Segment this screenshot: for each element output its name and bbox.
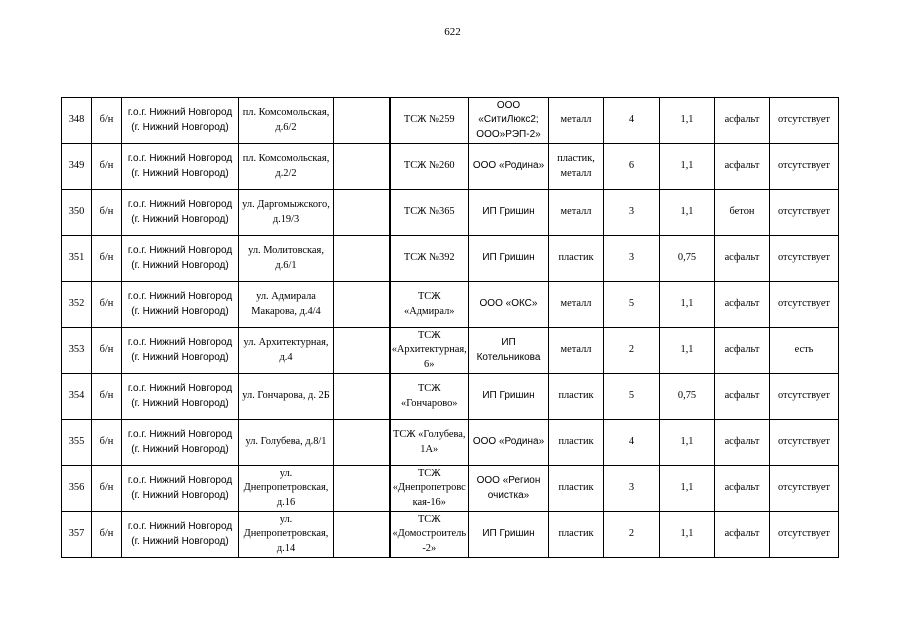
cell-address: пл. Комсомольская, д.6/2 [239,98,334,144]
cell-address: ул. Адмирала Макарова, д.4/4 [239,282,334,328]
cell-holder: ТСЖ №260 [390,144,469,190]
cell-surface: асфальт [715,282,770,328]
cell-count: 3 [604,466,660,512]
cell-blank [334,190,390,236]
cell-number: 355 [62,420,92,466]
table-row [62,328,839,374]
table-row [62,512,839,558]
cell-bn: б/н [92,374,122,420]
cell-fence: отсутствует [770,144,839,190]
cell-volume: 1,1 [660,282,715,328]
cell-fence: есть [770,328,839,374]
cell-count: 2 [604,512,660,558]
cell-bn: б/н [92,512,122,558]
table-row [62,466,839,512]
cell-address: пл. Комсомольская, д.2/2 [239,144,334,190]
cell-material: металл [549,98,604,144]
cell-city: г.о.г. Нижний Новгород (г. Нижний Новгород) [122,236,239,282]
cell-city: г.о.г. Нижний Новгород (г. Нижний Новгород) [122,374,239,420]
cell-city: г.о.г. Нижний Новгород (г. Нижний Новгород) [122,328,239,374]
cell-surface: асфальт [715,144,770,190]
cell-city: г.о.г. Нижний Новгород (г. Нижний Новгород) [122,420,239,466]
cell-address: ул. Архитектурная, д.4 [239,328,334,374]
cell-fence: отсутствует [770,236,839,282]
cell-blank [334,466,390,512]
cell-material: пластик, металл [549,144,604,190]
cell-city: г.о.г. Нижний Новгород (г. Нижний Новгород) [122,512,239,558]
cell-organization: ООО «Регион очистка» [469,466,549,512]
cell-holder: ТСЖ «Голубева, 1А» [390,420,469,466]
cell-bn: б/н [92,420,122,466]
cell-count: 4 [604,98,660,144]
cell-surface: асфальт [715,512,770,558]
cell-blank [334,328,390,374]
cell-fence: отсутствует [770,190,839,236]
cell-surface: асфальт [715,466,770,512]
table-row [62,374,839,420]
cell-count: 2 [604,328,660,374]
cell-city: г.о.г. Нижний Новгород (г. Нижний Новгород) [122,282,239,328]
cell-material: пластик [549,374,604,420]
cell-bn: б/н [92,190,122,236]
cell-blank [334,282,390,328]
cell-surface: асфальт [715,328,770,374]
cell-material: пластик [549,512,604,558]
cell-volume: 1,1 [660,190,715,236]
cell-city: г.о.г. Нижний Новгород (г. Нижний Новгород) [122,466,239,512]
cell-blank [334,374,390,420]
cell-surface: бетон [715,190,770,236]
cell-count: 5 [604,374,660,420]
cell-organization: ООО «Родина» [469,420,549,466]
cell-city: г.о.г. Нижний Новгород (г. Нижний Новгород) [122,98,239,144]
cell-count: 5 [604,282,660,328]
cell-volume: 1,1 [660,420,715,466]
cell-number: 351 [62,236,92,282]
cell-organization: ООО «СитиЛюкс2; ООО»РЭП-2» [469,98,549,144]
cell-address: ул. Днепропетровская, д.14 [239,512,334,558]
cell-number: 349 [62,144,92,190]
cell-holder: ТСЖ «Днепропетровская-16» [390,466,469,512]
cell-address: ул. Даргомыжского, д.19/3 [239,190,334,236]
cell-volume: 1,1 [660,98,715,144]
table-row [62,98,839,144]
cell-organization: ИП Гришин [469,374,549,420]
cell-volume: 1,1 [660,512,715,558]
cell-material: пластик [549,420,604,466]
cell-volume: 0,75 [660,236,715,282]
cell-count: 4 [604,420,660,466]
cell-surface: асфальт [715,374,770,420]
cell-blank [334,236,390,282]
cell-address: ул. Голубева, д.8/1 [239,420,334,466]
cell-bn: б/н [92,466,122,512]
cell-holder: ТСЖ «Домостроитель-2» [390,512,469,558]
cell-bn: б/н [92,328,122,374]
table-row [62,190,839,236]
cell-volume: 1,1 [660,328,715,374]
cell-material: металл [549,282,604,328]
cell-count: 3 [604,236,660,282]
cell-surface: асфальт [715,98,770,144]
cell-fence: отсутствует [770,512,839,558]
cell-address: ул. Молитовская, д.6/1 [239,236,334,282]
cell-holder: ТСЖ «Адмирал» [390,282,469,328]
cell-material: металл [549,190,604,236]
table-row [62,236,839,282]
cell-city: г.о.г. Нижний Новгород (г. Нижний Новгород) [122,144,239,190]
cell-volume: 1,1 [660,466,715,512]
cell-organization: ИП Гришин [469,512,549,558]
cell-holder: ТСЖ №259 [390,98,469,144]
cell-organization: ИП Котельникова [469,328,549,374]
cell-number: 350 [62,190,92,236]
page-number: 622 [444,26,461,38]
cell-holder: ТСЖ «Архитектурная, 6» [390,328,469,374]
cell-holder: ТСЖ «Гончарово» [390,374,469,420]
cell-organization: ООО «Родина» [469,144,549,190]
cell-fence: отсутствует [770,466,839,512]
cell-volume: 0,75 [660,374,715,420]
cell-blank [334,144,390,190]
cell-fence: отсутствует [770,374,839,420]
cell-surface: асфальт [715,236,770,282]
cell-organization: ООО «ОКС» [469,282,549,328]
table-row [62,144,839,190]
cell-number: 356 [62,466,92,512]
cell-fence: отсутствует [770,282,839,328]
cell-holder: ТСЖ №365 [390,190,469,236]
cell-bn: б/н [92,98,122,144]
cell-organization: ИП Гришин [469,236,549,282]
cell-number: 353 [62,328,92,374]
cell-number: 348 [62,98,92,144]
cell-number: 357 [62,512,92,558]
registry-table [61,97,839,558]
cell-number: 354 [62,374,92,420]
cell-holder: ТСЖ №392 [390,236,469,282]
table-row [62,420,839,466]
cell-city: г.о.г. Нижний Новгород (г. Нижний Новгород) [122,190,239,236]
cell-organization: ИП Гришин [469,190,549,236]
cell-material: пластик [549,236,604,282]
cell-volume: 1,1 [660,144,715,190]
cell-material: металл [549,328,604,374]
cell-bn: б/н [92,236,122,282]
cell-address: ул. Днепропетровская, д.16 [239,466,334,512]
table-row [62,282,839,328]
cell-count: 3 [604,190,660,236]
cell-surface: асфальт [715,420,770,466]
cell-blank [334,98,390,144]
cell-blank [334,420,390,466]
cell-fence: отсутствует [770,98,839,144]
cell-blank [334,512,390,558]
cell-address: ул. Гончарова, д. 2Б [239,374,334,420]
cell-fence: отсутствует [770,420,839,466]
cell-number: 352 [62,282,92,328]
cell-bn: б/н [92,144,122,190]
cell-bn: б/н [92,282,122,328]
cell-count: 6 [604,144,660,190]
cell-material: пластик [549,466,604,512]
